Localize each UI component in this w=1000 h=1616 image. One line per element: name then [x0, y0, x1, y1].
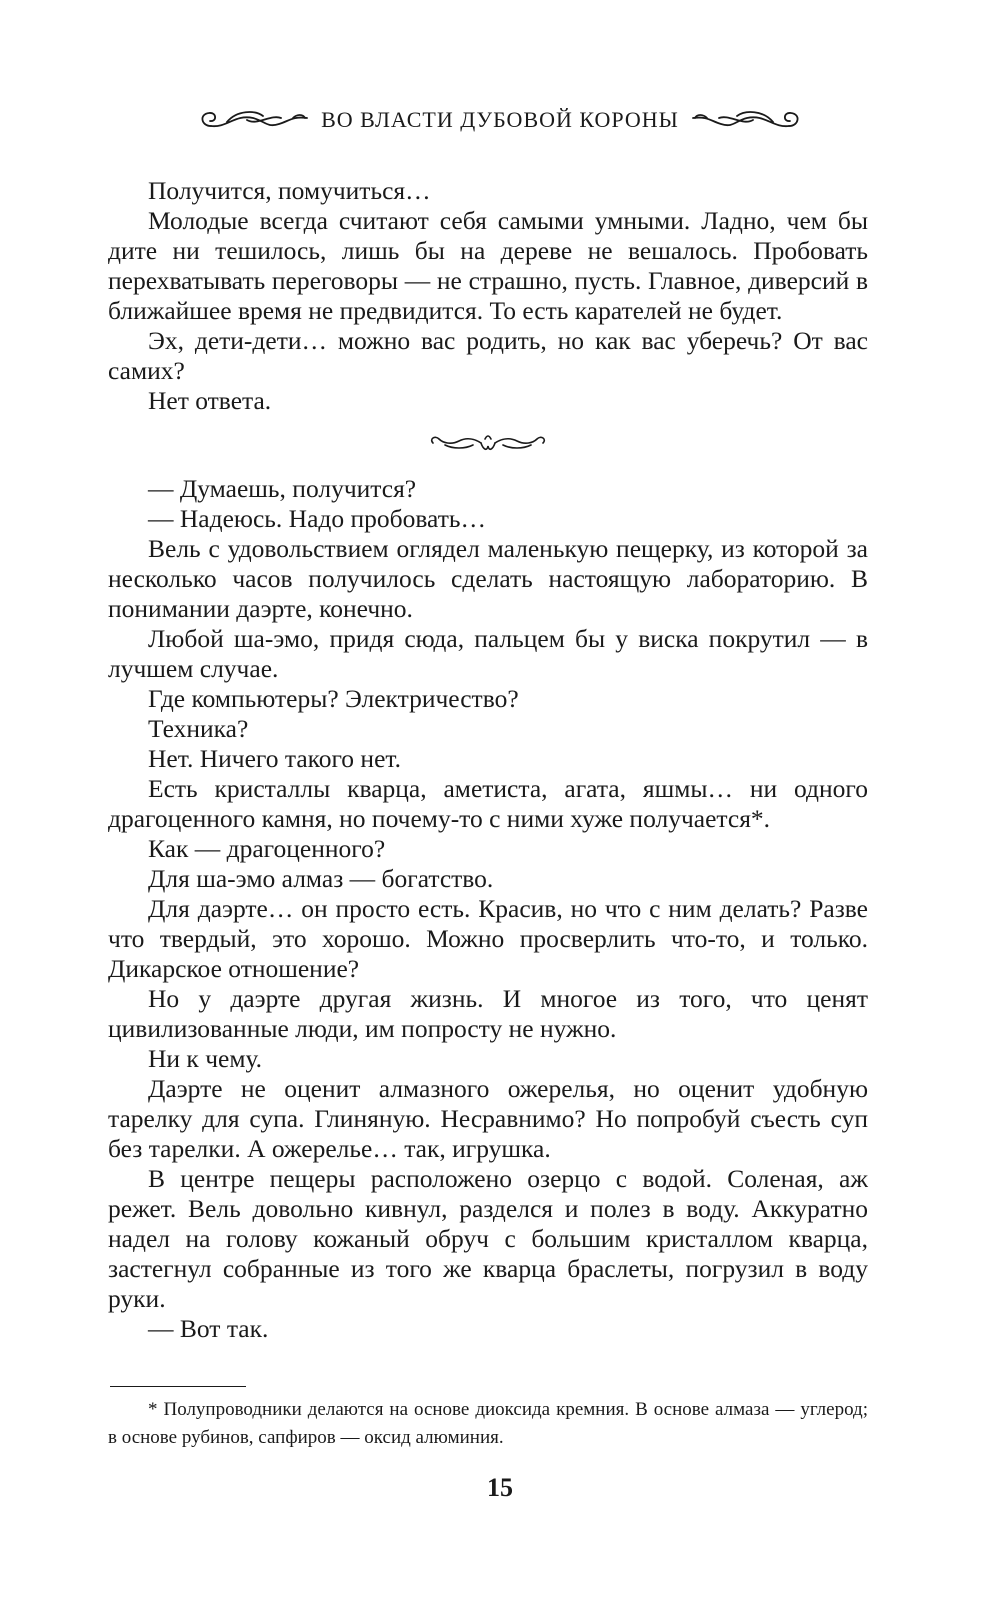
paragraph: Техника?: [148, 714, 249, 743]
paragraph: Есть кристаллы кварца, аметиста, агата, яшмы… ни одного драгоценного камня, но почему-то с ними хуже получается*.: [108, 774, 868, 833]
body-text: [108, 176, 868, 1344]
paragraph: Нет ответа.: [148, 386, 272, 415]
paragraph: Но у даэрте другая жизнь. И многое из того, что ценят цивилизованные люди, им попросту не нужно.: [108, 984, 868, 1043]
paragraph: В центре пещеры расположено озерцо с водой. Соленая, аж режет. Вель довольно кивнул, разделся и полез в воду. Аккуратно надел на голову кожаный обруч с большим кристаллом кварца, застегнул собранные из того же кварца браслеты, погрузил в воду руки.: [108, 1164, 868, 1313]
paragraph: Получится, помучиться…: [148, 176, 431, 205]
page-number: 15: [487, 1473, 513, 1502]
paragraph: — Надеюсь. Надо пробовать…: [148, 504, 486, 533]
paragraph: Где компьютеры? Электричество?: [148, 684, 519, 713]
paragraph: Молодые всегда считают себя самыми умными. Ладно, чем бы дите ни тешилось, лишь бы на дереве не вешалось. Пробовать перехватывать переговоры — не страшно, пусть. Главное, диверсий в ближайшее время не предвидится. То есть карателей не будет.: [108, 206, 868, 325]
paragraph: Для даэрте… он просто есть. Красив, но что с ним делать? Разве что твердый, это хорошо. Можно просверлить что-то, и только. Дикарское отношение?: [108, 894, 868, 983]
running-header-title: ВО ВЛАСТИ ДУБОВОЙ КОРОНЫ: [321, 107, 679, 132]
paragraph: Даэрте не оценит алмазного ожерелья, но оценит удобную тарелку для супа. Глиняную. Несравнимо? Но попробуй съесть суп без тарелки. А ожерелье… так, игрушка.: [108, 1074, 868, 1163]
paragraph: Вель с удовольствием оглядел маленькую пещерку, из которой за несколько часов получилось сделать настоящую лабораторию. В понимании даэрте, конечно.: [108, 534, 868, 623]
paragraph: Как — драгоценного?: [148, 834, 386, 863]
running-header: [0, 100, 1000, 140]
paragraph: Для ша-эмо алмаз — богатство.: [148, 864, 494, 893]
section-break-icon: [425, 430, 551, 461]
footnote: * Полупроводники делаются на основе диоксида кремния. В основе алмаза — углерод; в основе рубинов, сапфиров — оксид алюминия.: [108, 1399, 868, 1448]
paragraph: Эх, дети-дети… можно вас родить, но как вас уберечь? От вас самих?: [108, 326, 868, 385]
flourish-right-icon: [691, 106, 803, 134]
paragraph: — Вот так.: [148, 1314, 269, 1343]
paragraph: Нет. Ничего такого нет.: [148, 744, 401, 773]
paragraph: — Думаешь, получится?: [148, 474, 417, 503]
footnote-divider: [110, 1386, 246, 1387]
section-break: [108, 416, 868, 474]
flourish-left-icon: [197, 106, 309, 134]
paragraph: Ни к чему.: [148, 1044, 263, 1073]
paragraph: Любой ша-эмо, придя сюда, пальцем бы у виска покрутил — в лучшем случае.: [108, 624, 868, 683]
